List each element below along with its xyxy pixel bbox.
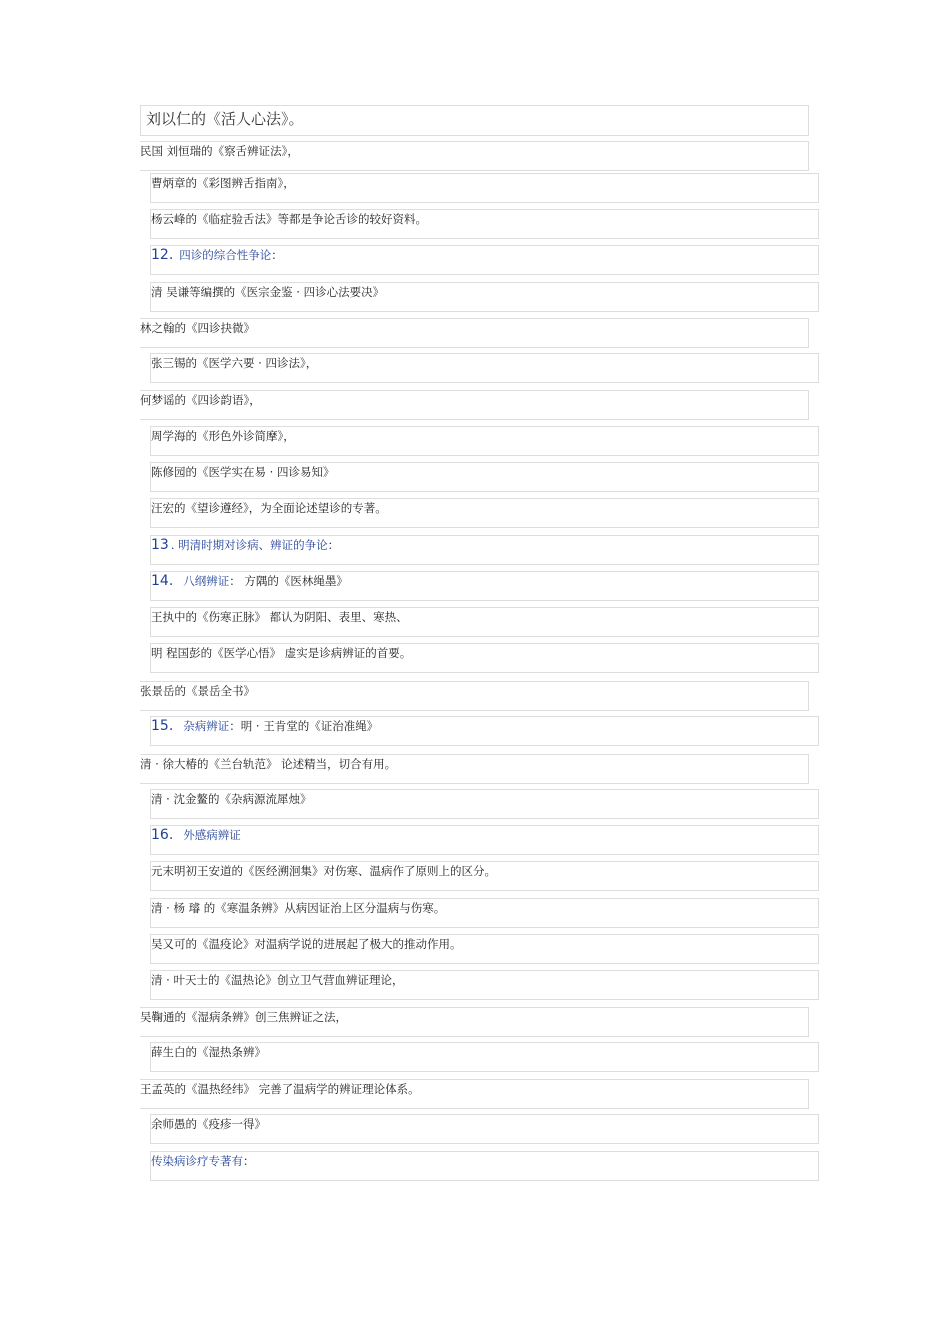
line-text: 清 · 沈金鳌的《杂病源流犀烛》 — [151, 792, 312, 806]
line-text: 王孟英的《温热经纬》 完善了温病学的辨证理论体系。 — [140, 1082, 420, 1096]
section-title: 四诊的综合性争论 — [179, 248, 272, 262]
text-line — [150, 934, 819, 964]
line-text: 清 · 杨 璿 的《寒温条辨》从病因证治上区分温病与伤寒。 — [151, 901, 446, 915]
line-text: 周学海的《形色外诊简摩》， — [151, 429, 295, 443]
section-number: 16. — [151, 827, 174, 843]
line-text: 清 吴谦等编撰的《医宗金鉴 · 四诊心法要决》 — [151, 285, 385, 299]
line-text: 吴鞠通的《湿病条辨》创三焦辨证之法， — [140, 1010, 347, 1024]
text-line — [150, 282, 819, 312]
line-text: 明 程国彭的《医学心悟》 虚实是诊病辨证的首要。 — [151, 646, 412, 660]
line-text: 清 · 叶天士的《温热论》创立卫气营血辨证理论， — [151, 973, 404, 987]
text-line — [140, 105, 809, 136]
text-line — [150, 1114, 819, 1144]
section-title: 杂病辨证 — [183, 719, 230, 733]
text-line — [150, 426, 819, 456]
section-rest: ： — [271, 248, 283, 262]
line-text: 余师愚的《疫疹一得》 — [151, 1117, 266, 1131]
section-heading — [150, 825, 819, 855]
line-text: 汪宏的《望诊遵经》，为全面论述望诊的专著。 — [151, 501, 387, 515]
section-heading — [150, 716, 819, 746]
text-line — [150, 498, 819, 528]
section-rest: ：明 · 王肯堂的《证治准绳》 — [229, 719, 379, 733]
line-text: 曹炳章的《彩图辨舌指南》， — [151, 176, 295, 190]
text-line — [150, 789, 819, 819]
text-line — [140, 318, 809, 348]
line-text: 何梦谣的《四诊韵语》， — [140, 393, 261, 407]
line-text: 张三锡的《医学六要 · 四诊法》， — [151, 356, 318, 370]
section-title: 传染病诊疗专著有 — [151, 1154, 243, 1168]
section-number: 15. — [151, 718, 174, 734]
line-text: 薛生白的《湿热条辨》 — [151, 1045, 266, 1059]
line-text: 张景岳的《景岳全书》 — [140, 684, 255, 698]
text-line — [150, 173, 819, 203]
section-heading — [150, 535, 819, 565]
line-text: 元末明初王安道的《医经溯洄集》对伤寒、温病作了原则上的区分。 — [151, 864, 496, 878]
section-heading — [150, 571, 819, 601]
line-text: 刘以仁的《活人心法》。 — [146, 109, 304, 128]
text-line — [150, 898, 819, 928]
line-text: 清 · 徐大椿的《兰台轨范》 论述精当，切合有用。 — [140, 757, 397, 771]
text-line — [140, 681, 809, 711]
section-rest: ： 方隅的《医林绳墨》 — [229, 574, 348, 588]
section-rest: ： — [243, 1154, 255, 1168]
text-line — [140, 1079, 809, 1109]
section-number: 12. — [151, 247, 174, 263]
text-line — [150, 462, 819, 492]
line-text: 林之翰的《四诊抉微》 — [140, 321, 255, 335]
section-number: 14. — [151, 573, 174, 589]
text-line — [150, 970, 819, 1000]
line-text: 吴又可的《温疫论》对温病学说的进展起了极大的推动作用。 — [151, 937, 462, 951]
text-line — [150, 209, 819, 239]
section-number: 13 — [151, 537, 169, 553]
text-line — [140, 141, 809, 171]
section-heading — [150, 245, 819, 275]
text-line — [150, 861, 819, 891]
text-line — [140, 754, 809, 784]
section-title: 外感病辨证 — [183, 828, 241, 842]
text-line — [150, 643, 819, 673]
line-text: 王执中的《伤寒正脉》 都认为阴阳、表里、寒热、 — [151, 610, 408, 624]
section-heading — [150, 1151, 819, 1181]
section-title: . 明清时期对诊病、辨证的争论 — [170, 538, 328, 552]
section-title: 八纲辨证 — [183, 574, 230, 588]
text-line — [150, 353, 819, 383]
text-line — [140, 390, 809, 420]
line-text: 陈修园的《医学实在易 · 四诊易知》 — [151, 465, 335, 479]
section-rest: ： — [327, 538, 340, 552]
line-text: 杨云峰的《临症验舌法》等都是争论舌诊的较好资料。 — [151, 212, 427, 226]
text-line — [140, 1007, 809, 1037]
text-line — [150, 607, 819, 637]
line-text: 民国 刘恒瑞的《察舌辨证法》， — [140, 144, 299, 158]
text-line — [150, 1042, 819, 1072]
